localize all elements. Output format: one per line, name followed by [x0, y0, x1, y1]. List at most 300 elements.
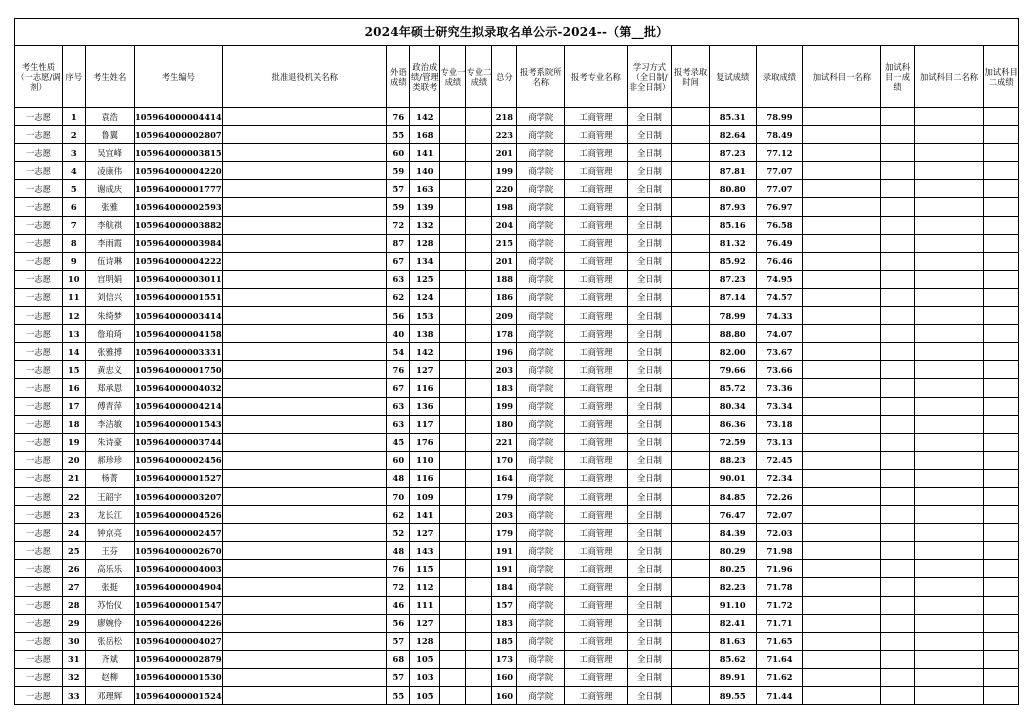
cell-exam-id: 105964000004414: [134, 108, 222, 126]
cell-seq: 22: [62, 487, 85, 505]
cell-total: 203: [492, 361, 517, 379]
cell-extra2-score: [984, 162, 1019, 180]
cell-retest-score: 87.14: [709, 288, 756, 306]
cell-study-mode: 全日制: [627, 307, 672, 325]
cell-total: 184: [492, 578, 517, 596]
cell-major2-score: [466, 162, 492, 180]
cell-retest-score: 80.25: [709, 560, 756, 578]
header-extra1-score: 加试科目一成绩: [881, 46, 914, 108]
cell-extra2-name: [914, 506, 984, 524]
cell-study-mode: 全日制: [627, 379, 672, 397]
cell-extra1-score: [881, 524, 914, 542]
cell-extra2-name: [914, 379, 984, 397]
header-major1-score: 专业一成绩: [440, 46, 466, 108]
cell-extra2-name: [914, 216, 984, 234]
cell-foreign-score: 57: [387, 180, 410, 198]
cell-extra2-name: [914, 687, 984, 705]
cell-extra2-name: [914, 614, 984, 632]
cell-foreign-score: 46: [387, 596, 410, 614]
cell-seq: 20: [62, 451, 85, 469]
cell-admit-time: [672, 270, 709, 288]
cell-politics-score: 141: [410, 144, 440, 162]
cell-exam-id: 105964000001527: [134, 469, 222, 487]
cell-admit-time: [672, 578, 709, 596]
cell-army-office: [223, 560, 387, 578]
cell-total: 160: [492, 668, 517, 686]
cell-retest-score: 91.10: [709, 596, 756, 614]
cell-extra2-score: [984, 361, 1019, 379]
cell-major: 工商管理: [565, 578, 627, 596]
cell-extra1-score: [881, 307, 914, 325]
cell-major2-score: [466, 180, 492, 198]
page-title: 2024年硕士研究生拟录取名单公示-2024--（第__批）: [15, 19, 1019, 46]
cell-study-mode: 全日制: [627, 415, 672, 433]
header-admit-time: 报考录取时间: [672, 46, 709, 108]
cell-extra2-score: [984, 325, 1019, 343]
table-row: [15, 632, 1019, 650]
cell-name: 龙长江: [85, 506, 134, 524]
cell-exam-id: 105964000002670: [134, 542, 222, 560]
cell-extra2-score: [984, 560, 1019, 578]
cell-major2-score: [466, 252, 492, 270]
cell-applicant-type: 一志愿: [15, 126, 63, 144]
cell-extra2-name: [914, 469, 984, 487]
cell-politics-score: 127: [410, 361, 440, 379]
cell-seq: 13: [62, 325, 85, 343]
cell-admit-score: 71.71: [756, 614, 803, 632]
header-applicant-type: 考生性质（一志愿/调剂）: [15, 46, 63, 108]
cell-extra1-score: [881, 632, 914, 650]
cell-foreign-score: 60: [387, 451, 410, 469]
cell-major: 工商管理: [565, 198, 627, 216]
cell-foreign-score: 45: [387, 433, 410, 451]
cell-exam-id: 105964000002593: [134, 198, 222, 216]
cell-exam-id: 105964000003744: [134, 433, 222, 451]
cell-extra1-score: [881, 451, 914, 469]
cell-total: 157: [492, 596, 517, 614]
cell-exam-id: 105964000001777: [134, 180, 222, 198]
cell-extra1-name: [803, 307, 881, 325]
cell-study-mode: 全日制: [627, 487, 672, 505]
cell-extra2-score: [984, 397, 1019, 415]
cell-extra1-name: [803, 270, 881, 288]
cell-applicant-type: 一志愿: [15, 307, 63, 325]
cell-admit-time: [672, 668, 709, 686]
cell-extra1-score: [881, 433, 914, 451]
cell-extra1-name: [803, 542, 881, 560]
cell-major: 工商管理: [565, 596, 627, 614]
cell-major2-score: [466, 560, 492, 578]
cell-admit-time: [672, 524, 709, 542]
cell-extra1-name: [803, 668, 881, 686]
cell-name: 宫明娟: [85, 270, 134, 288]
cell-extra2-name: [914, 668, 984, 686]
cell-seq: 17: [62, 397, 85, 415]
header-total: 总分: [492, 46, 517, 108]
cell-admit-score: 74.95: [756, 270, 803, 288]
cell-major1-score: [440, 361, 466, 379]
cell-admit-score: 77.07: [756, 162, 803, 180]
cell-seq: 16: [62, 379, 85, 397]
cell-total: 215: [492, 234, 517, 252]
cell-study-mode: 全日制: [627, 687, 672, 705]
cell-total: 188: [492, 270, 517, 288]
cell-major: 工商管理: [565, 668, 627, 686]
cell-admit-time: [672, 596, 709, 614]
cell-extra1-name: [803, 451, 881, 469]
cell-extra2-name: [914, 180, 984, 198]
cell-admit-score: 74.33: [756, 307, 803, 325]
cell-applicant-type: 一志愿: [15, 234, 63, 252]
cell-politics-score: 103: [410, 668, 440, 686]
cell-major: 工商管理: [565, 560, 627, 578]
cell-name: 黄忠义: [85, 361, 134, 379]
cell-study-mode: 全日制: [627, 325, 672, 343]
cell-total: 204: [492, 216, 517, 234]
cell-politics-score: 138: [410, 325, 440, 343]
cell-extra2-score: [984, 108, 1019, 126]
cell-major1-score: [440, 379, 466, 397]
cell-name: 钟京亮: [85, 524, 134, 542]
cell-seq: 32: [62, 668, 85, 686]
cell-major2-score: [466, 325, 492, 343]
cell-applicant-type: 一志愿: [15, 180, 63, 198]
cell-study-mode: 全日制: [627, 198, 672, 216]
header-major: 报考专业名称: [565, 46, 627, 108]
cell-foreign-score: 62: [387, 506, 410, 524]
cell-college: 商学院: [517, 162, 565, 180]
cell-retest-score: 89.55: [709, 687, 756, 705]
cell-retest-score: 80.34: [709, 397, 756, 415]
cell-seq: 19: [62, 433, 85, 451]
cell-foreign-score: 56: [387, 307, 410, 325]
cell-major2-score: [466, 487, 492, 505]
cell-total: 196: [492, 343, 517, 361]
cell-admit-score: 78.99: [756, 108, 803, 126]
cell-major: 工商管理: [565, 162, 627, 180]
cell-major1-score: [440, 108, 466, 126]
cell-extra2-name: [914, 252, 984, 270]
cell-major: 工商管理: [565, 288, 627, 306]
cell-admit-score: 71.96: [756, 560, 803, 578]
cell-politics-score: 105: [410, 687, 440, 705]
cell-extra1-score: [881, 198, 914, 216]
cell-applicant-type: 一志愿: [15, 632, 63, 650]
cell-foreign-score: 48: [387, 542, 410, 560]
cell-major1-score: [440, 614, 466, 632]
cell-army-office: [223, 379, 387, 397]
cell-college: 商学院: [517, 506, 565, 524]
cell-major2-score: [466, 288, 492, 306]
cell-name: 王韶宇: [85, 487, 134, 505]
cell-extra2-score: [984, 596, 1019, 614]
cell-admit-time: [672, 108, 709, 126]
cell-admit-score: 74.07: [756, 325, 803, 343]
cell-admit-time: [672, 614, 709, 632]
cell-major1-score: [440, 487, 466, 505]
cell-college: 商学院: [517, 632, 565, 650]
cell-army-office: [223, 144, 387, 162]
cell-admit-score: 77.12: [756, 144, 803, 162]
cell-major1-score: [440, 542, 466, 560]
cell-extra2-score: [984, 126, 1019, 144]
cell-admit-time: [672, 325, 709, 343]
cell-name: 朱绮梦: [85, 307, 134, 325]
cell-extra2-name: [914, 542, 984, 560]
cell-study-mode: 全日制: [627, 433, 672, 451]
cell-foreign-score: 76: [387, 560, 410, 578]
cell-total: 186: [492, 288, 517, 306]
cell-seq: 1: [62, 108, 85, 126]
cell-study-mode: 全日制: [627, 234, 672, 252]
cell-admit-time: [672, 288, 709, 306]
cell-study-mode: 全日制: [627, 650, 672, 668]
cell-major1-score: [440, 668, 466, 686]
cell-foreign-score: 62: [387, 288, 410, 306]
cell-total: 203: [492, 506, 517, 524]
cell-major: 工商管理: [565, 343, 627, 361]
cell-extra1-score: [881, 252, 914, 270]
cell-seq: 18: [62, 415, 85, 433]
cell-applicant-type: 一志愿: [15, 415, 63, 433]
cell-applicant-type: 一志愿: [15, 216, 63, 234]
cell-college: 商学院: [517, 560, 565, 578]
cell-major1-score: [440, 687, 466, 705]
table-row: [15, 596, 1019, 614]
cell-applicant-type: 一志愿: [15, 162, 63, 180]
cell-foreign-score: 54: [387, 343, 410, 361]
cell-seq: 26: [62, 560, 85, 578]
table-row: [15, 379, 1019, 397]
cell-admit-score: 73.66: [756, 361, 803, 379]
cell-army-office: [223, 578, 387, 596]
header-politics-score: 政治成绩/管理类联考: [410, 46, 440, 108]
cell-retest-score: 87.23: [709, 270, 756, 288]
cell-extra2-name: [914, 487, 984, 505]
cell-extra2-score: [984, 180, 1019, 198]
cell-politics-score: 127: [410, 524, 440, 542]
cell-seq: 6: [62, 198, 85, 216]
cell-major1-score: [440, 307, 466, 325]
cell-retest-score: 87.81: [709, 162, 756, 180]
table-row: [15, 487, 1019, 505]
cell-admit-score: 76.58: [756, 216, 803, 234]
cell-major: 工商管理: [565, 307, 627, 325]
cell-college: 商学院: [517, 307, 565, 325]
table-row: [15, 433, 1019, 451]
cell-major2-score: [466, 198, 492, 216]
cell-college: 商学院: [517, 614, 565, 632]
cell-study-mode: 全日制: [627, 252, 672, 270]
cell-applicant-type: 一志愿: [15, 469, 63, 487]
cell-foreign-score: 67: [387, 252, 410, 270]
cell-name: 詹珀琦: [85, 325, 134, 343]
cell-politics-score: 116: [410, 469, 440, 487]
cell-army-office: [223, 216, 387, 234]
table-row: [15, 578, 1019, 596]
cell-college: 商学院: [517, 687, 565, 705]
cell-admit-score: 78.49: [756, 126, 803, 144]
cell-politics-score: 134: [410, 252, 440, 270]
table-row: [15, 415, 1019, 433]
cell-study-mode: 全日制: [627, 578, 672, 596]
cell-army-office: [223, 180, 387, 198]
cell-college: 商学院: [517, 451, 565, 469]
cell-college: 商学院: [517, 487, 565, 505]
cell-extra1-name: [803, 524, 881, 542]
cell-name: 李雨霞: [85, 234, 134, 252]
cell-total: 221: [492, 433, 517, 451]
cell-politics-score: 128: [410, 234, 440, 252]
cell-study-mode: 全日制: [627, 596, 672, 614]
cell-applicant-type: 一志愿: [15, 650, 63, 668]
cell-study-mode: 全日制: [627, 343, 672, 361]
cell-extra1-name: [803, 596, 881, 614]
cell-name: 张雅: [85, 198, 134, 216]
cell-applicant-type: 一志愿: [15, 108, 63, 126]
cell-major1-score: [440, 180, 466, 198]
cell-seq: 11: [62, 288, 85, 306]
cell-retest-score: 87.93: [709, 198, 756, 216]
cell-seq: 29: [62, 614, 85, 632]
cell-politics-score: 136: [410, 397, 440, 415]
cell-total: 183: [492, 379, 517, 397]
cell-study-mode: 全日制: [627, 144, 672, 162]
cell-applicant-type: 一志愿: [15, 270, 63, 288]
cell-major1-score: [440, 506, 466, 524]
cell-admit-score: 72.45: [756, 451, 803, 469]
cell-extra1-name: [803, 108, 881, 126]
cell-retest-score: 86.36: [709, 415, 756, 433]
header-major2-score: 专业二成绩: [466, 46, 492, 108]
cell-major2-score: [466, 451, 492, 469]
cell-extra1-name: [803, 379, 881, 397]
cell-extra1-score: [881, 469, 914, 487]
cell-retest-score: 85.31: [709, 108, 756, 126]
cell-seq: 7: [62, 216, 85, 234]
cell-seq: 4: [62, 162, 85, 180]
cell-study-mode: 全日制: [627, 361, 672, 379]
cell-politics-score: 115: [410, 560, 440, 578]
cell-extra2-score: [984, 451, 1019, 469]
cell-army-office: [223, 270, 387, 288]
header-extra2-score: 加试科目二成绩: [984, 46, 1019, 108]
cell-army-office: [223, 288, 387, 306]
cell-army-office: [223, 198, 387, 216]
cell-extra1-name: [803, 180, 881, 198]
cell-admit-score: 73.36: [756, 379, 803, 397]
cell-name: 邓理辉: [85, 687, 134, 705]
cell-major2-score: [466, 506, 492, 524]
cell-major2-score: [466, 578, 492, 596]
cell-foreign-score: 55: [387, 126, 410, 144]
cell-exam-id: 105964000002457: [134, 524, 222, 542]
cell-name: 张雅搏: [85, 343, 134, 361]
table-row: [15, 614, 1019, 632]
cell-major1-score: [440, 578, 466, 596]
cell-name: 傅青萍: [85, 397, 134, 415]
cell-extra2-score: [984, 687, 1019, 705]
cell-retest-score: 87.23: [709, 144, 756, 162]
cell-major: 工商管理: [565, 524, 627, 542]
cell-exam-id: 105964000001530: [134, 668, 222, 686]
cell-applicant-type: 一志愿: [15, 451, 63, 469]
cell-major: 工商管理: [565, 108, 627, 126]
cell-total: 223: [492, 126, 517, 144]
cell-extra1-score: [881, 415, 914, 433]
cell-extra2-name: [914, 144, 984, 162]
cell-total: 209: [492, 307, 517, 325]
cell-army-office: [223, 506, 387, 524]
cell-extra1-score: [881, 506, 914, 524]
cell-major2-score: [466, 524, 492, 542]
cell-study-mode: 全日制: [627, 162, 672, 180]
cell-exam-id: 105964000002456: [134, 451, 222, 469]
cell-retest-score: 80.29: [709, 542, 756, 560]
cell-major: 工商管理: [565, 614, 627, 632]
cell-foreign-score: 57: [387, 632, 410, 650]
cell-extra2-name: [914, 325, 984, 343]
cell-applicant-type: 一志愿: [15, 343, 63, 361]
cell-study-mode: 全日制: [627, 216, 672, 234]
cell-major2-score: [466, 650, 492, 668]
header-study-mode: 学习方式（全日制/非全日制）: [627, 46, 672, 108]
cell-extra2-score: [984, 542, 1019, 560]
cell-major2-score: [466, 469, 492, 487]
cell-extra2-name: [914, 162, 984, 180]
cell-applicant-type: 一志愿: [15, 361, 63, 379]
cell-major1-score: [440, 216, 466, 234]
cell-name: 齐斌: [85, 650, 134, 668]
cell-applicant-type: 一志愿: [15, 524, 63, 542]
table-row: [15, 108, 1019, 126]
cell-foreign-score: 63: [387, 415, 410, 433]
table-row: [15, 162, 1019, 180]
cell-extra2-name: [914, 307, 984, 325]
cell-applicant-type: 一志愿: [15, 687, 63, 705]
cell-extra2-name: [914, 361, 984, 379]
cell-seq: 31: [62, 650, 85, 668]
cell-major2-score: [466, 379, 492, 397]
table-row: [15, 469, 1019, 487]
cell-study-mode: 全日制: [627, 632, 672, 650]
cell-major2-score: [466, 668, 492, 686]
cell-extra1-name: [803, 325, 881, 343]
cell-admit-score: 71.65: [756, 632, 803, 650]
header-admit-score: 录取成绩: [756, 46, 803, 108]
cell-extra1-name: [803, 560, 881, 578]
cell-major2-score: [466, 216, 492, 234]
cell-exam-id: 105964000004158: [134, 325, 222, 343]
cell-major1-score: [440, 451, 466, 469]
cell-extra2-score: [984, 379, 1019, 397]
cell-foreign-score: 59: [387, 198, 410, 216]
cell-major2-score: [466, 542, 492, 560]
cell-extra1-name: [803, 343, 881, 361]
table-row: [15, 650, 1019, 668]
cell-study-mode: 全日制: [627, 180, 672, 198]
cell-name: 李航祺: [85, 216, 134, 234]
cell-college: 商学院: [517, 469, 565, 487]
cell-admit-time: [672, 506, 709, 524]
cell-name: 谢成庆: [85, 180, 134, 198]
cell-study-mode: 全日制: [627, 506, 672, 524]
cell-extra1-score: [881, 487, 914, 505]
table-row: [15, 524, 1019, 542]
cell-major1-score: [440, 325, 466, 343]
cell-study-mode: 全日制: [627, 524, 672, 542]
cell-college: 商学院: [517, 343, 565, 361]
